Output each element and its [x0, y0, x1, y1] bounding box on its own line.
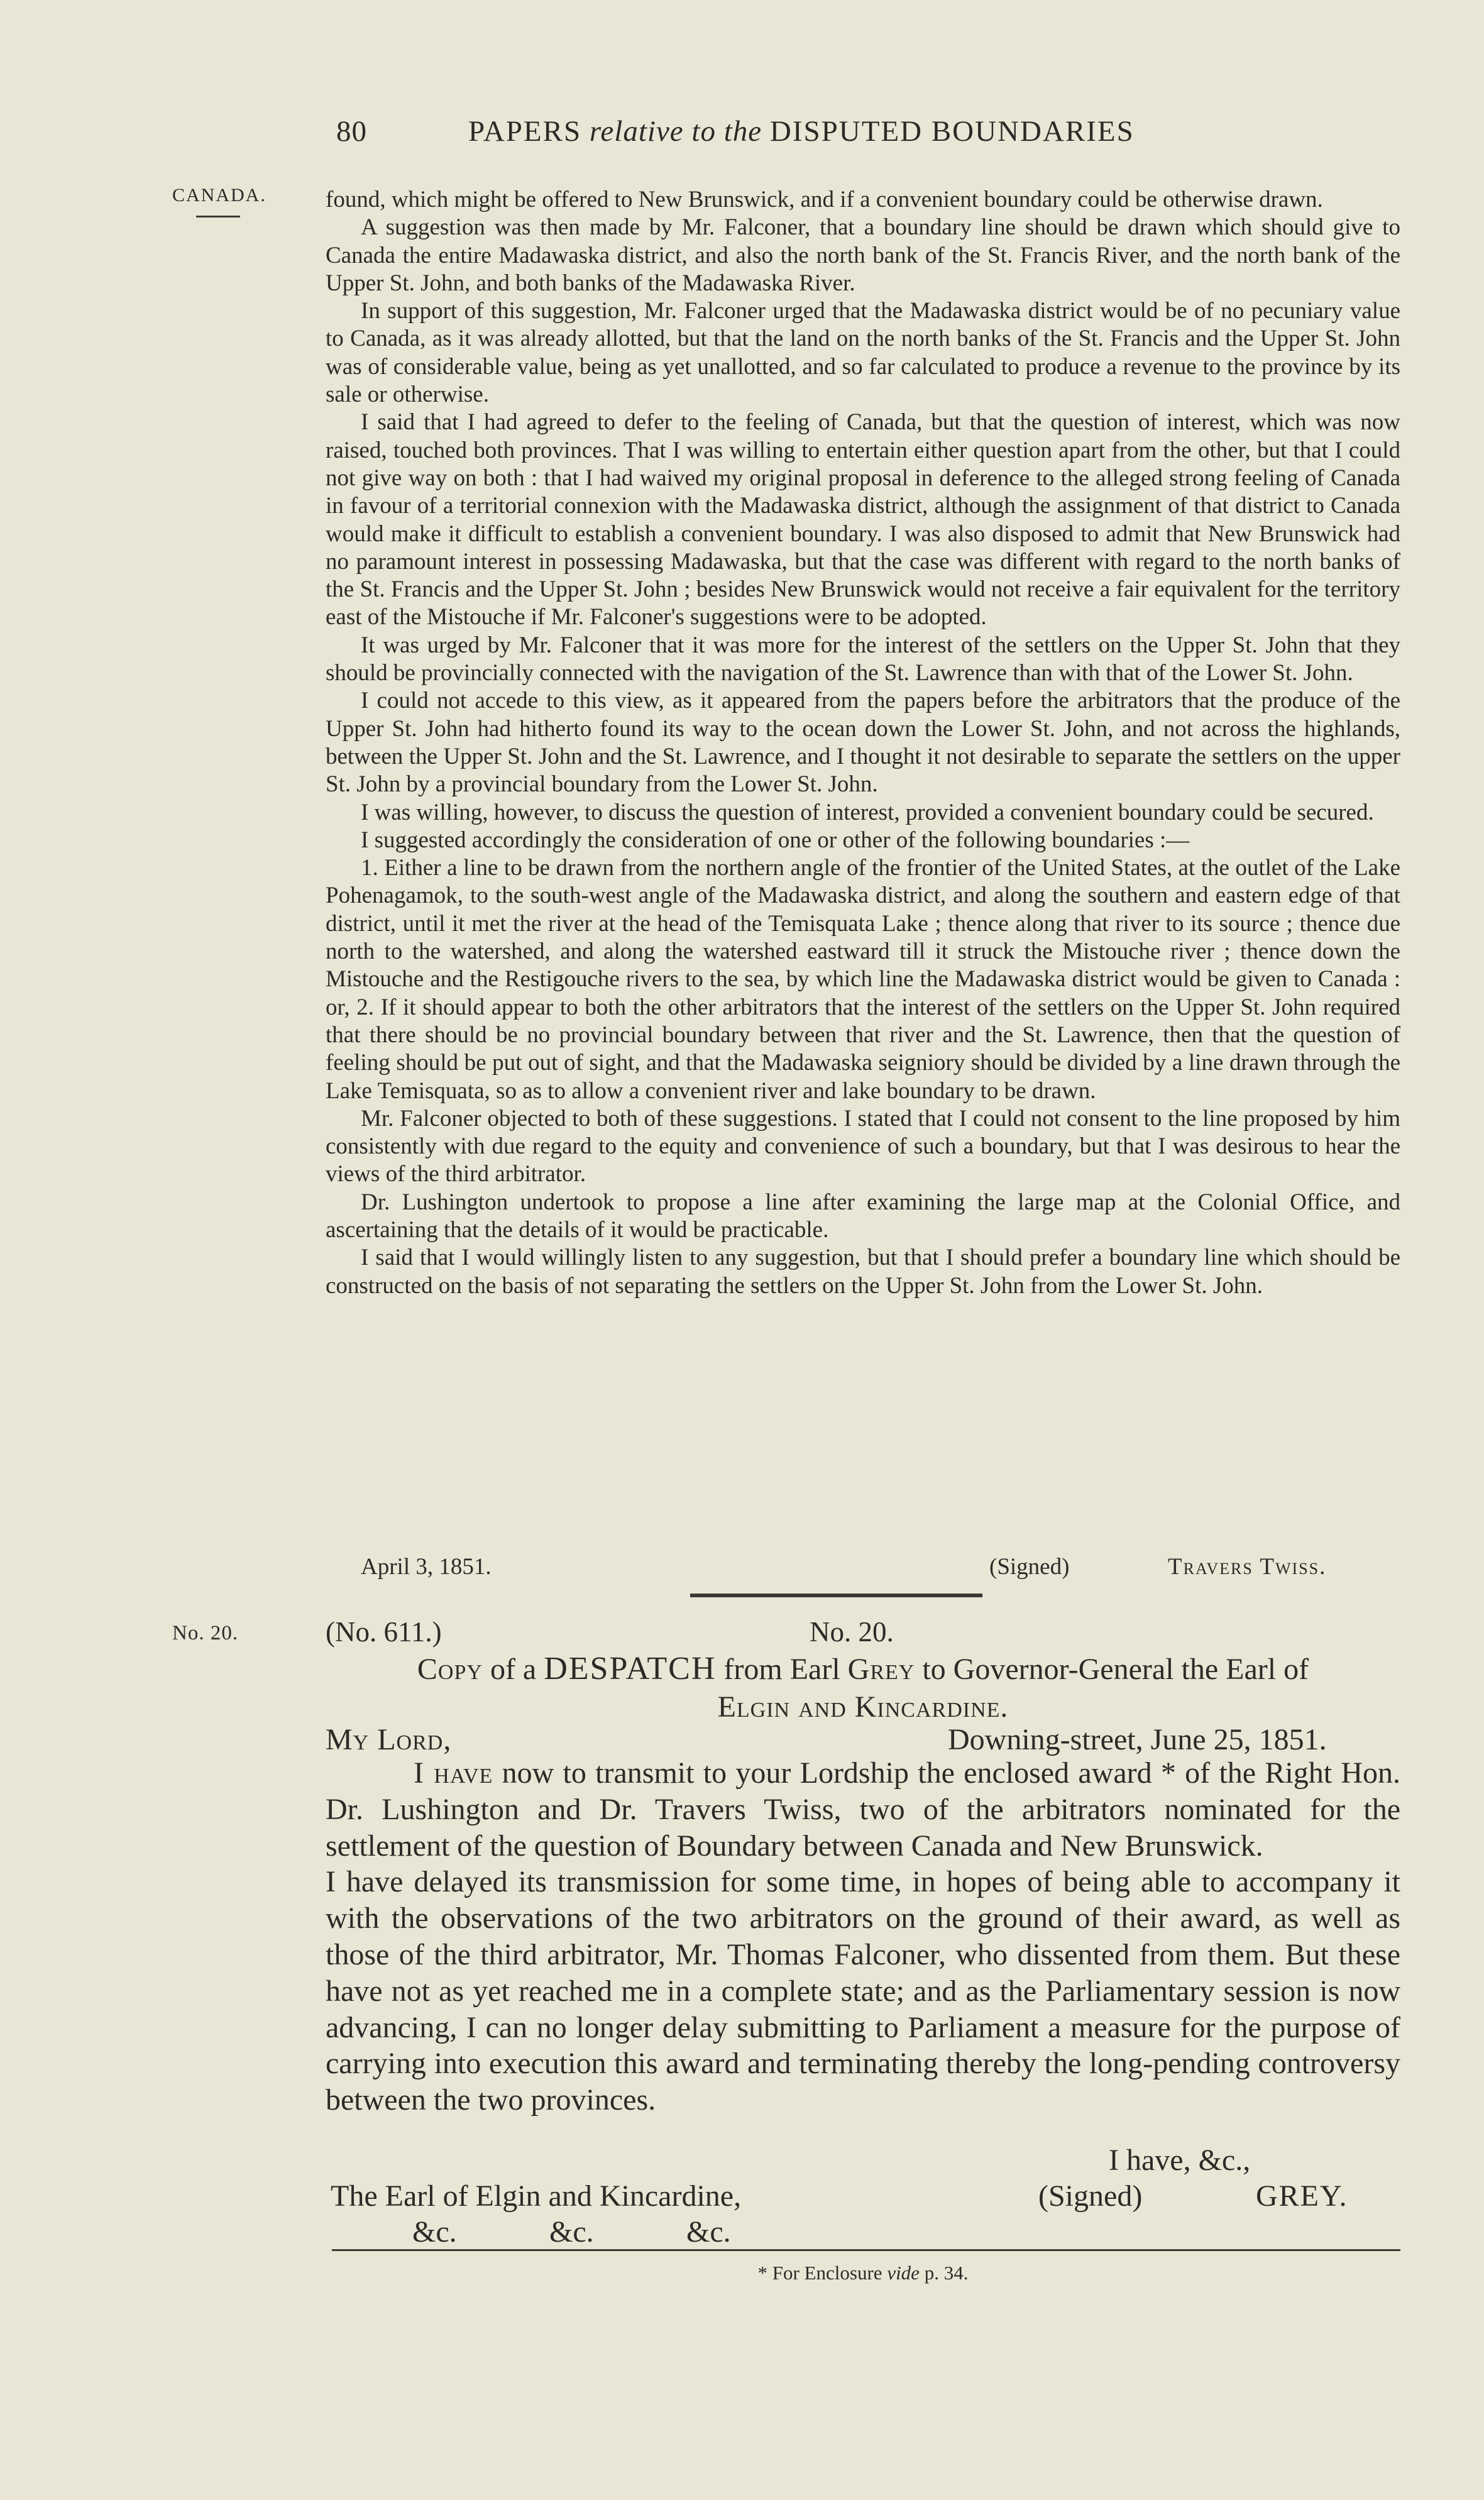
margin-rule	[196, 216, 240, 218]
letter-paragraph: I was willing, however, to discuss the question of interest, provided a convenient boundary could be secured.	[361, 799, 1374, 825]
header-title-italic: relative to the	[589, 115, 762, 148]
header-title-part2: DISPUTED BOUNDARIES	[769, 115, 1135, 148]
place-date: Downing-street, June 25, 1851.	[948, 1723, 1327, 1756]
letter-paragraph: Mr. Falconer objected to both of these suggestions. I stated that I could not consent to the line proposed by him consistently with due regard to the equity and convenience of such a boundary, but that I was desirous to hear the views of the third arbitrator.	[326, 1105, 1400, 1187]
letter-paragraph: I said that I had agreed to defer to the feeling of Canada, but that the question of interest, which was now raised, touched both provinces. That I was willing to entertain either question apart from the other, but that I could not give way on both : that I had waived my original proposal in deference to the alleged strong feeling of Canada in favour of a territorial connexion with the Madawaska district, although the assignment of that district to Canada would make it difficult to establish a convenient boundary. I was also disposed to admit that New Brunswick had no paramount interest in possessing Madawaska, but that the case was different with regard to the north banks of the St. Francis and the Upper St. John ; besides New Brunswick would not receive a fair equivalent for the territory east of the Mistouche if Mr. Falconer's suggestions were to be adopted.	[326, 409, 1400, 631]
dispatch-signed: (Signed)	[1038, 2179, 1143, 2213]
title-to: to Governor-General the Earl of	[915, 1653, 1309, 1686]
closing-phrase: I have, &c.,	[1109, 2144, 1251, 2177]
title-line2: Elgin and Kincardine.	[717, 1690, 1009, 1724]
dispatch-paragraph: I have delayed its transmission for some time, in hopes of being able to accompany it with the observations of the two arbitrators on the ground of their award, as well as those of the third arbitrator, Mr. Thomas Falconer, who dissented from them. But these have not as yet reached me in a complete state; and as the Parliamentary session is now advancing, I can no longer delay submitting to Parliament a measure for the purpose of carrying into execution this award and terminating thereby the long-pending controversy between the two provinces.	[326, 1865, 1400, 2117]
title-from: from Earl	[716, 1653, 848, 1686]
letter-paragraph: In support of this suggestion, Mr. Falconer urged that the Madawaska district would be of no pecuniary value to Canada, as it was already allotted, but that the land on the north banks of the St. Francis and the Upper St. John was of considerable value, being as yet unallotted, and so far calculated to produce a revenue to the province by its sale or otherwise.	[326, 298, 1400, 408]
footnote-suffix: p. 34.	[919, 2262, 969, 2284]
letter-paragraph: A suggestion was then made by Mr. Falconer, that a boundary line should be drawn which should give to Canada the entire Madawaska district, and also the north bank of the St. Francis River, and the north bank of the Upper St. John, and both banks of the Madawaska River.	[326, 214, 1400, 296]
dispatch-ref-number: (No. 611.)	[326, 1616, 442, 1648]
title-copy: Copy	[417, 1653, 483, 1686]
margin-label-no20: No. 20.	[172, 1622, 239, 1644]
letter-paragraph: Dr. Lushington undertook to propose a line after examining the large map at the Colonial Office, and ascertaining that the details of it would be practicable.	[326, 1189, 1400, 1243]
margin-label-canada: CANADA.	[172, 185, 267, 206]
etc-row	[412, 2214, 823, 2250]
title-dispatch: DESPATCH	[544, 1651, 717, 1687]
etc-item: &c.	[549, 2215, 594, 2249]
letter-body	[326, 186, 1400, 1300]
section-divider	[690, 1594, 982, 1597]
title-of: of a	[482, 1653, 544, 1686]
letter-paragraph: It was urged by Mr. Falconer that it was more for the interest of the settlers on the Upper St. John that they should be provincially connected with the navigation of the St. Lawrence than with that of the Lower St. John.	[326, 632, 1400, 686]
letter-signatory: Travers Twiss.	[1168, 1554, 1327, 1580]
para-rest: now to transmit to your Lordship the enclosed award * of the Right Hon. Dr. Lushington and Dr. Travers Twiss, two of the arbitrators nominated for the settlement of the question of Boundary between Canada and New Brunswick.	[326, 1756, 1400, 1863]
letter-paragraph: I said that I would willingly listen to any suggestion, but that I should prefer a boundary line which should be constructed on the basis of not separating the settlers on the Upper St. John from the Lower St. John.	[326, 1245, 1400, 1299]
letter-signed: (Signed)	[989, 1554, 1070, 1580]
page-header	[336, 114, 1405, 148]
letter-paragraph: 1. Either a line to be drawn from the northern angle of the frontier of the United States, at the outlet of the Lake Pohenagamok, to the south-west angle of the Madawaska district, and along the southern and eastern edge of that district, until it met the river at the head of the Temisquata Lake ; thence along that river to its source ; thence due north to the watershed, and along the watershed eastward till it struck the Mistouche river ; thence down the Mistouche and the Restigouche rivers to the sea, by which line the Madawaska district would be given to Canada : or, 2. If it should appear to both the other arbitrators that the interest of the settlers on the Upper St. John required that there should be no provincial boundary between that river and the St. Lawrence, then that the question of feeling should be put out of sight, and that the Madawaska seigniory should be divided by a line drawn through the Lake Temisquata, so as to allow a convenient river and lake boundary to be drawn.	[326, 855, 1400, 1104]
dispatch-paragraph	[326, 1755, 1400, 1864]
footnote-divider	[332, 2249, 1400, 2251]
title-grey: Grey	[847, 1653, 915, 1686]
letter-paragraph: I could not accede to this view, as it appeared from the papers before the arbitrators that the produce of the Upper St. John had hitherto found its way to the ocean down the Lower St. John, and not across the highlands, between the Upper St. John and the St. Lawrence, and I thought it not desirable to separate the settlers on the upper St. John by a provincial boundary from the Lower St. John.	[326, 688, 1400, 798]
etc-item: &c.	[686, 2215, 731, 2249]
header-title-part1: PAPERS	[468, 115, 582, 148]
dispatch-body	[326, 1755, 1400, 2118]
salutation: My Lord,	[326, 1723, 452, 1756]
addressee: The Earl of Elgin and Kincardine,	[331, 2179, 742, 2213]
letter-paragraph: found, which might be offered to New Brunswick, and if a convenient boundary could be otherwise drawn.	[326, 187, 1323, 212]
letter-paragraph: I suggested accordingly the consideration of one or other of the following boundaries :—	[361, 827, 1190, 853]
letter-date: April 3, 1851.	[361, 1554, 492, 1580]
dispatch-doc-number: No. 20.	[810, 1616, 894, 1648]
page-number: 80	[336, 115, 367, 148]
etc-item: &c.	[412, 2215, 457, 2249]
dispatch-signatory: GREY.	[1256, 2179, 1348, 2213]
footnote	[326, 2262, 1400, 2284]
footnote-prefix: * For Enclosure	[757, 2262, 888, 2284]
para-lead: I have	[414, 1756, 493, 1790]
footnote-vide: vide	[887, 2262, 920, 2284]
dispatch-title	[326, 1650, 1400, 1726]
